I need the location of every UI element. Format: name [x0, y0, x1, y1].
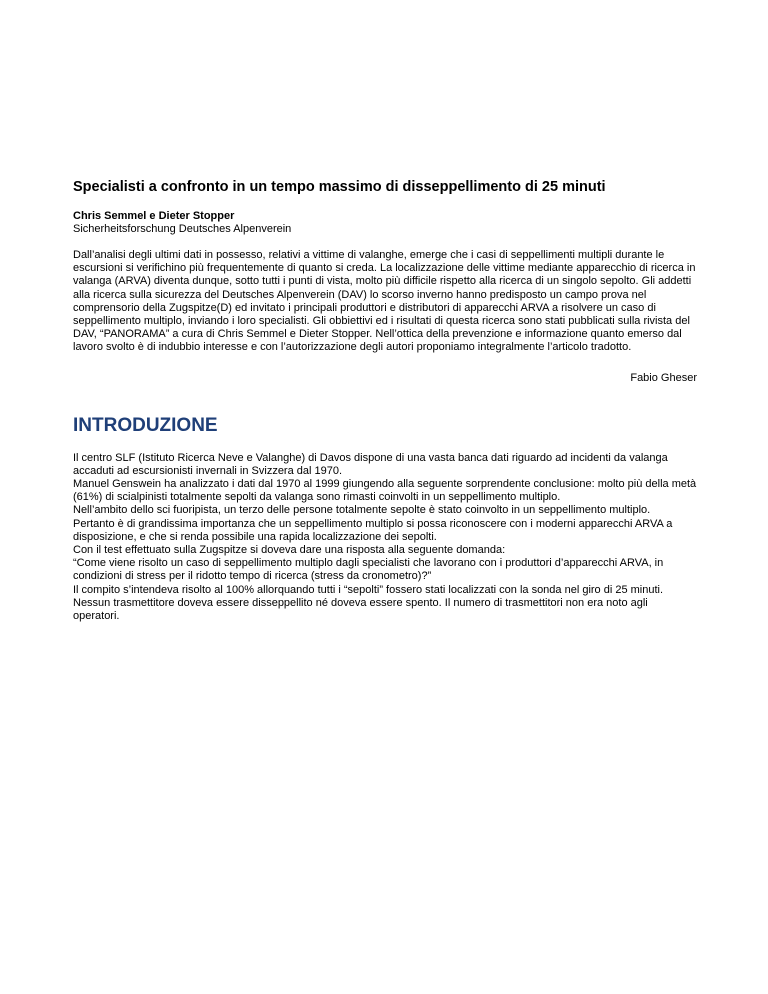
body-line: “Come viene risolto un caso di seppellimento multiplo dagli specialisti che lavorano con i produttori d’apparecchi ARVA, in condizioni di stress per il ridotto tempo di ricerca (stress da cronometro)?” [73, 557, 664, 583]
body-line: Pertanto è di grandissima importanza che un seppellimento multiplo si possa riconoscere con i moderni apparecchi ARVA a disposizione, e che si renda possibile una rapida localizzazione dei sepolti. [73, 517, 673, 543]
article [73, 178, 697, 623]
body-line: Il compito s’intendeva risolto al 100% allorquando tutti i “sepolti” fossero stati localizzati con la sonda nel giro di 25 minuti. Nessun trasmettitore doveva essere disseppellito né doveva essere spento. Il numero di trasmettitori non era noto agli operatori. [73, 583, 664, 623]
body-line: Nell’ambito dello sci fuoripista, un terzo delle persone totalmente sepolte è stato coinvolto in un seppellimento multiplo. [73, 504, 651, 517]
article-authors: Chris Semmel e Dieter Stopper [73, 210, 235, 222]
section-body [73, 452, 697, 624]
body-line: Il centro SLF (Istituto Ricerca Neve e Valanghe) di Davos dispone di una vasta banca dati riguardo ad incidenti da valanga accaduti ad escursionisti invernali in Svizzera dal 1970. [73, 451, 668, 477]
body-line: Manuel Genswein ha analizzato i dati dal 1970 al 1999 giungendo alla seguente sorprendente conclusione: molto più della metà (61%) di scialpinisti totalmente sepolti da valanga sono rimasti coinvolti in un seppellimento multiplo. [73, 478, 697, 504]
section-heading-introduzione: INTRODUZIONE [73, 414, 218, 436]
article-title: Specialisti a confronto in un tempo massimo di disseppellimento di 25 minuti [73, 179, 606, 195]
intro-paragraph: Dall’analisi degli ultimi dati in possesso, relativi a vittime di valanghe, emerge che i casi di seppellimenti multipli durante le escursioni si verifichino più frequentemente di quanto si creda. La localizzazione delle vittime mediante apparecchio di ricerca in valanga (ARVA) diventa dunque, sotto tutti i punti di vista, molto più difficile rispetto alla ricerca di un singolo sepolto. Gli addetti alla ricerca sulla sicurezza del Deutsches Alpenverein (DAV) lo scorso inverno hanno predisposto un campo prova nel comprensorio della Zugspitze(D) ed invitato i principali produttori e distributori di apparecchi ARVA a risolvere un caso di seppellimento multiplo, inviando i loro specialisti. Gli obbiettivi ed i risultati di questa ricerca sono stati pubblicati sulla rivista del DAV, “PANORAMA” a cura di Chris Semmel e Dieter Stopper. Nell’ottica della prevenzione e informazione quanto emerso dal lavoro svolto è di indubbio interesse e con l’autorizzazione degli autori proponiamo integralmente l’articolo tradotto. [73, 249, 696, 354]
body-line: Con il test effettuato sulla Zugspitze si doveva dare una risposta alla seguente domanda: [73, 544, 506, 557]
translator-signature: Fabio Gheser [630, 371, 697, 384]
author-affiliation: Sicherheitsforschung Deutsches Alpenverein [73, 223, 292, 235]
